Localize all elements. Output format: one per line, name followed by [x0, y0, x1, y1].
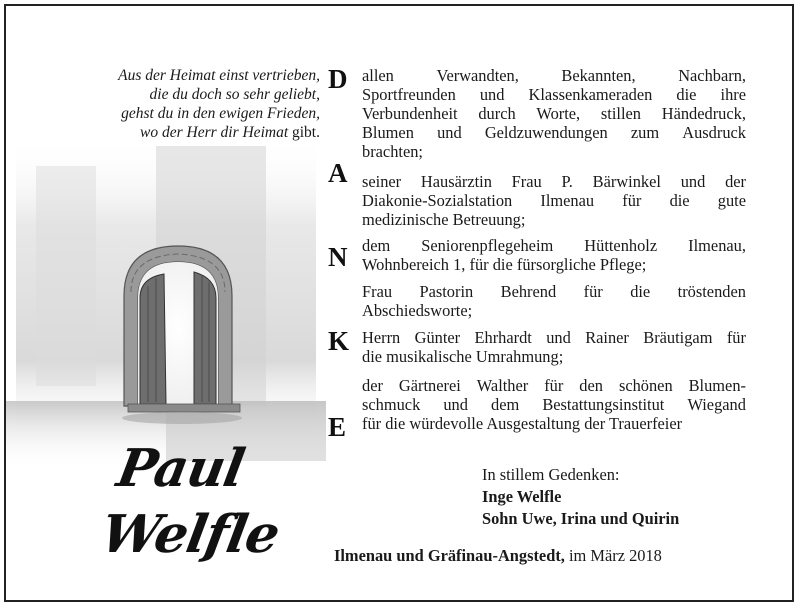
word: Pflege;: [599, 255, 647, 274]
thanks-paragraph: [362, 236, 746, 274]
word: Ilmenau,: [688, 236, 746, 255]
word: den: [579, 376, 603, 395]
word: der: [584, 414, 606, 433]
thanks-paragraph: [362, 282, 746, 320]
word: Wohnbereich: [362, 255, 449, 274]
word: für: [622, 191, 642, 210]
word: Abschiedsworte;: [362, 301, 473, 320]
word: 1,: [453, 255, 466, 274]
word: P.: [561, 172, 573, 191]
word: zum: [630, 123, 660, 142]
word: Trauerfeier: [608, 414, 683, 433]
text-line: [362, 236, 746, 255]
word: allen: [362, 66, 394, 85]
word: die: [669, 191, 690, 210]
word: und: [546, 328, 571, 347]
word: Blumen: [362, 123, 414, 142]
thanks-paragraph: [362, 66, 746, 161]
word: Bräutigam: [643, 328, 713, 347]
word: gute: [717, 191, 746, 210]
word: Nachbarn,: [678, 66, 746, 85]
poem-last-word: gibt.: [292, 124, 320, 141]
danke-letter: D: [328, 64, 348, 94]
word: Ausgestaltung: [486, 414, 581, 433]
danke-letter: K: [328, 326, 350, 356]
word: fürsorgliche: [516, 255, 596, 274]
word: Ilmenau: [540, 191, 595, 210]
word: und: [479, 85, 505, 104]
word: für: [544, 376, 564, 395]
deceased-last-name: Welfle: [96, 504, 284, 565]
poem: [20, 66, 320, 142]
word: Blumen-: [688, 376, 746, 395]
memory-intro: In stillem Gedenken:: [482, 465, 620, 484]
word: Gärtnerei: [398, 376, 461, 395]
word: durch: [478, 104, 516, 123]
word: Walther: [476, 376, 529, 395]
word: und: [443, 395, 468, 414]
word: Umrahmung;: [475, 347, 564, 366]
text-line: [362, 255, 746, 274]
signatory: Sohn Uwe, Irina und Quirin: [482, 509, 680, 528]
text-line: [362, 210, 746, 229]
word: Seniorenpflegeheim: [421, 236, 554, 255]
text-line: [362, 414, 746, 433]
text-line: [362, 142, 746, 161]
word: die: [630, 282, 651, 301]
word: Hausärztin: [420, 172, 492, 191]
danke-letter: E: [328, 412, 347, 442]
danke-letter: A: [328, 158, 348, 188]
word: Wiegand: [687, 395, 746, 414]
memory-block: [482, 464, 679, 530]
place-date: [334, 546, 662, 566]
danke-letter: N: [328, 242, 348, 272]
word: die: [385, 414, 406, 433]
word: für: [726, 328, 746, 347]
word: und: [680, 172, 706, 191]
text-line: [362, 191, 746, 210]
place-towns: Ilmenau und Gräfinau-Angstedt,: [334, 546, 565, 565]
word: und: [437, 123, 462, 142]
poem-line: gehst du in den ewigen Frieden,: [121, 105, 320, 122]
word: würdevolle: [409, 414, 484, 433]
thanks-paragraph: [362, 328, 746, 366]
thanks-paragraph: [362, 172, 746, 229]
text-line: [362, 347, 746, 366]
word: Händedruck,: [661, 104, 746, 123]
text-line: [362, 104, 746, 123]
word: tröstenden: [677, 282, 746, 301]
text-line: [362, 328, 746, 347]
text-line: [362, 301, 746, 320]
word: Pastorin: [419, 282, 474, 301]
thanks-paragraph: [362, 376, 746, 433]
text-line: [362, 395, 746, 414]
word: Ehrhardt: [474, 328, 532, 347]
word: dem: [362, 236, 391, 255]
text-line: [362, 282, 746, 301]
word: die: [492, 255, 513, 274]
word: Worte,: [536, 104, 581, 123]
word: für: [469, 255, 489, 274]
text-line: [362, 85, 746, 104]
poem-line: die du doch so sehr geliebt,: [149, 86, 320, 103]
word: brachten;: [362, 142, 423, 161]
text-line: [362, 66, 746, 85]
word: Ausdruck: [682, 123, 746, 142]
word: stillen: [600, 104, 641, 123]
text-line: [362, 123, 746, 142]
word: die: [362, 347, 383, 366]
word: schönen: [618, 376, 673, 395]
word: Frau: [511, 172, 542, 191]
word: seiner: [362, 172, 402, 191]
text-line: [362, 376, 746, 395]
word: Betreuung;: [452, 210, 526, 229]
signatory: Inge Welfle: [482, 487, 562, 506]
word: dem: [491, 395, 520, 414]
word: der: [362, 376, 383, 395]
word: Bärwinkel: [592, 172, 661, 191]
word: Hüttenholz: [584, 236, 658, 255]
word: Günter: [414, 328, 461, 347]
place-date-text: im März 2018: [569, 546, 662, 565]
word: Diakonie-Sozialstation: [362, 191, 513, 210]
word: Herrn: [362, 328, 401, 347]
word: für: [362, 414, 382, 433]
word: die: [676, 85, 697, 104]
poem-line: Aus der Heimat einst vertrieben,: [118, 67, 320, 84]
word: schmuck: [362, 395, 421, 414]
word: Bekannten,: [561, 66, 636, 85]
deceased-first-name: Paul: [112, 438, 249, 499]
word: musikalische: [386, 347, 472, 366]
word: Rainer: [585, 328, 629, 347]
word: für: [583, 282, 603, 301]
word: Bestattungsinstitut: [542, 395, 665, 414]
word: der: [725, 172, 746, 191]
word: Geldzuwendungen: [484, 123, 608, 142]
word: Verwandten,: [436, 66, 519, 85]
obituary-card: [4, 4, 794, 602]
word: Verbundenheit: [362, 104, 458, 123]
word: Klassenkameraden: [528, 85, 653, 104]
word: medizinische: [362, 210, 449, 229]
word: Frau: [362, 282, 393, 301]
text-line: [362, 172, 746, 191]
word: Behrend: [500, 282, 557, 301]
poem-line-text: wo der Herr dir Heimat: [140, 124, 289, 141]
poem-line: [20, 123, 320, 142]
word: ihre: [720, 85, 746, 104]
word: Sportfreunden: [362, 85, 456, 104]
